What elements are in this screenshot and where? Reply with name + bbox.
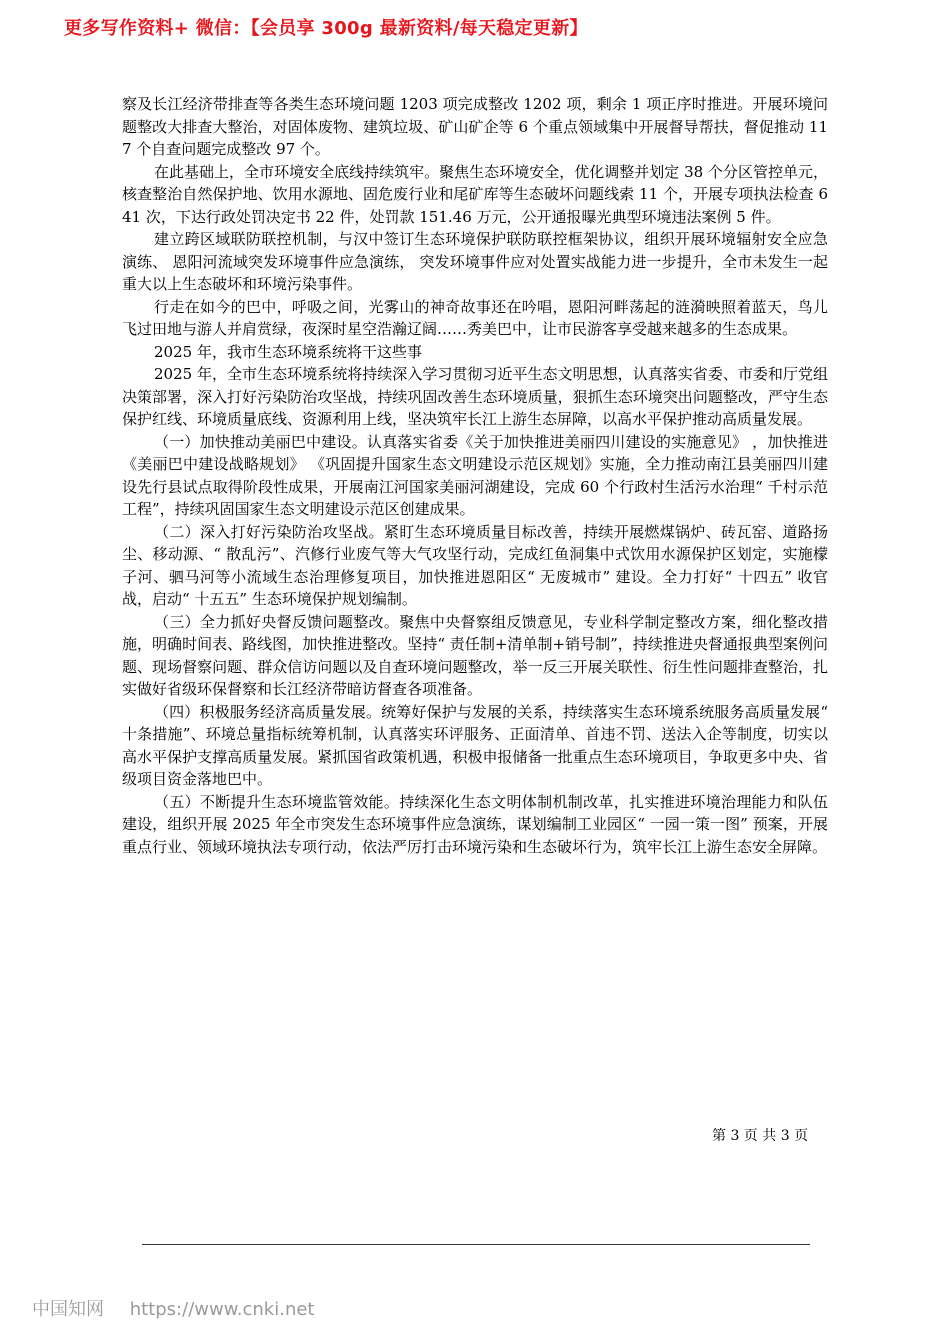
- promo-banner: 更多写作资料+ 微信：【会员享 300g 最新资料/每天稳定更新】: [64, 18, 588, 39]
- paragraph: 察及长江经济带排查等各类生态环境问题 1203 项完成整改 1202 项，剩余 1 项正序时推进。开展环境问题整改大排查大整治，对固体废物、建筑垃圾、矿山矿企等 6 个重点领域集中开展督导帮扶，督促推动 117 个自查问题完成整改 97 个。: [122, 95, 828, 158]
- page-number: 第 3 页 共 3 页: [712, 1128, 809, 1144]
- section-heading: 2025 年，我市生态环境系统将干这些事: [154, 342, 422, 361]
- watermark-url: https://www.cnki.net: [129, 1299, 315, 1320]
- paragraph: （四）积极服务经济高质量发展。统筹好保护与发展的关系，持续落实生态环境系统服务高质量发展“ 十条措施”、环境总量指标统筹机制，认真落实环评服务、正面清单、首违不罚、送法入企等制度，切实以高水平保护支撑高质量发展。紧抓国省政策机遇，积极申报储备一批重点生态环境项目，争取更多中央、省级项目资金落地巴中。: [122, 702, 828, 788]
- paragraph: （三）全力抓好央督反馈问题整改。聚焦中央督察组反馈意见，专业科学制定整改方案，细化整改措施，明确时间表、路线图，加快推进整改。坚持“ 责任制+清单制+销号制”，持续推进央督通报典型案例问题、现场督察问题、群众信访问题以及自查环境问题整改，举一反三开展关联性、衍生性问题排查整治，扎实做好省级环保督察和长江经济带暗访督查各项准备。: [122, 612, 828, 698]
- paragraph: （二）深入打好污染防治攻坚战。紧盯生态环境质量目标改善，持续开展燃煤锅炉、砖瓦窑、道路扬尘、移动源、“ 散乱污”、汽修行业废气等大气攻坚行动，完成红鱼洞集中式饮用水源保护区划定，实施檬子河、驷马河等小流域生态治理修复项目，加快推进恩阳区“ 无废城市” 建设。全力打好“ 十四五” 收官战，启动“ 十五五” 生态环境保护规划编制。: [122, 522, 828, 608]
- document-body: [122, 93, 828, 858]
- watermark-brand: 中国知网: [32, 1299, 104, 1320]
- site-watermark: [32, 1295, 314, 1321]
- paragraph: 行走在如今的巴中，呼吸之间，光雾山的神奇故事还在吟唱，恩阳河畔荡起的涟漪映照着蓝天，鸟儿飞过田地与游人并肩赏绿，夜深时星空浩瀚辽阔……秀美巴中，让市民游客享受越来越多的生态成果。: [122, 297, 828, 338]
- paragraph: 建立跨区域联防联控机制，与汉中签订生态环境保护联防联控框架协议，组织开展环境辐射安全应急演练、 恩阳河流域突发环境事件应急演练， 突发环境事件应对处置实战能力进一步提升，全市未发生一起重大以上生态破坏和环境污染事件。: [122, 230, 828, 293]
- paragraph: 在此基础上，全市环境安全底线持续筑牢。聚焦生态环境安全，优化调整并划定 38 个分区管控单元，核查整治自然保护地、饮用水源地、固危废行业和尾矿库等生态破坏问题线索 11 个，开展专项执法检查 641 次，下达行政处罚决定书 22 件，处罚款 151.46 万元，公开通报曝光典型环境违法案例 5 件。: [122, 162, 828, 226]
- paragraph: 2025 年，全市生态环境系统将持续深入学习贯彻习近平生态文明思想，认真落实省委、市委和厅党组决策部署，深入打好污染防治攻坚战，持续巩固改善生态环境质量，狠抓生态环境突出问题整改，严守生态保护红线、环境质量底线、资源利用上线，坚决筑牢长江上游生态屏障，以高水平保护推动高质量发展。: [122, 365, 828, 428]
- footer-divider: [142, 1244, 810, 1245]
- paragraph: （五）不断提升生态环境监管效能。持续深化生态文明体制机制改革，扎实推进环境治理能力和队伍建设，组织开展 2025 年全市突发生态环境事件应急演练，谋划编制工业园区“ 一园一策一图” 预案，开展重点行业、领域环境执法专项行动，依法严厉打击环境污染和生态破坏行为，筑牢长江上游生态安全屏障。: [122, 792, 828, 856]
- paragraph: （一）加快推动美丽巴中建设。认真落实省委《关于加快推进美丽四川建设的实施意见》 ，加快推进《美丽巴中建设战略规划》 《巩固提升国家生态文明建设示范区规划》实施，全力推动南江县美丽四川建设先行县试点取得阶段性成果，开展南江河国家美丽河湖建设，完成 60 个行政村生活污水治理“ 千村示范工程”，持续巩固国家生态文明建设示范区创建成果。: [122, 432, 828, 518]
